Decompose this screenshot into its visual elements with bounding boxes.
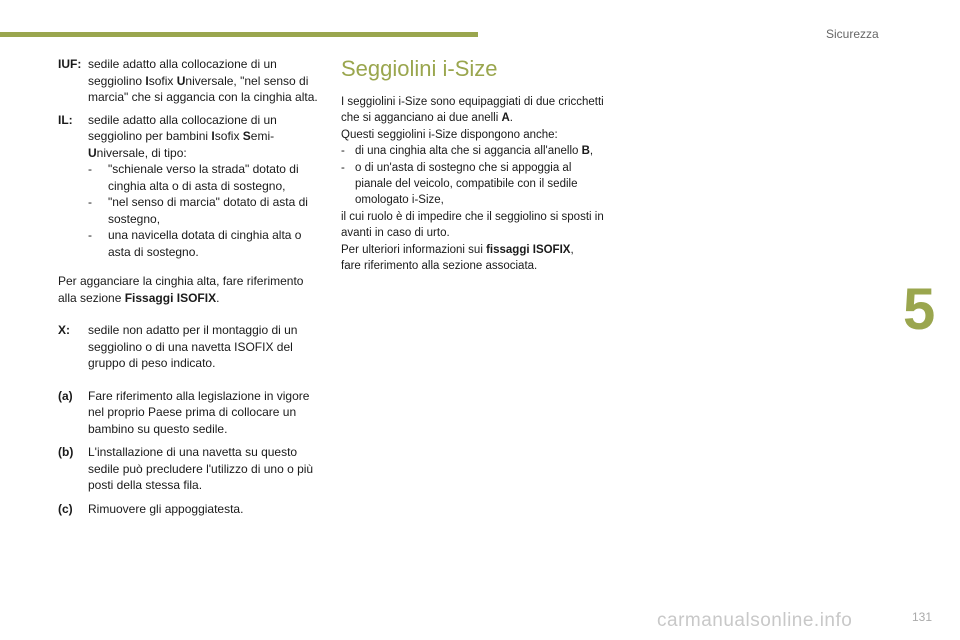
section-heading: Seggiolini i-Size xyxy=(341,56,498,81)
definition-text: sedile non adatto per il montaggio di un seggiolino o di una navetta ISOFIX del gruppo di peso indicato. xyxy=(88,323,298,370)
list-item: - una navicella dotata di cinghia alta o asta di sostegno. xyxy=(88,228,302,259)
paragraph: Per ulteriori informazioni sui fissaggi ISOFIX, xyxy=(341,243,574,256)
definition-x xyxy=(58,322,320,372)
note-a: (a) Fare riferimento alla legislazione in vigore nel proprio Paese prima di collocare un bambino su questo sedile. xyxy=(58,388,310,436)
definition-text: sedile adatto alla collocazione di un seggiolino per bambini Isofix Semi- Universale, di tipo: - "schienale verso la strada" dotato di cinghia alta o di asta di sostegno, - "nel senso di marcia" dotato di asta di sostegno, - una navicella dotata di cinghia alta o asta di sostegno. xyxy=(88,112,320,261)
list-item: - o di un'asta di sostegno che si appoggia al pianale del veicolo, compatibile con il sedile omologato i-Size, xyxy=(341,161,578,207)
paragraph: I seggiolini i-Size sono equipaggiati di due cricchetti che si agganciano ai due anelli A. xyxy=(341,96,604,125)
paragraph: Questi seggiolini i-Size dispongono anche: xyxy=(341,128,558,141)
paragraph-reference: Per agganciare la cinghia alta, fare riferimento alla sezione Fissaggi ISOFIX. xyxy=(58,274,304,305)
right-column xyxy=(341,56,611,274)
paragraph: il cui ruolo è di impedire che il seggiolino si sposti in avanti in caso di urto. xyxy=(341,210,604,240)
note-c: (c) Rimuovere gli appoggiatesta. xyxy=(58,501,244,516)
definition-text: sedile adatto alla collocazione di un seggiolino Isofix Universale, "nel senso di marcia" che si aggancia con la cinghia alta. xyxy=(88,57,318,104)
chapter-number: 5 xyxy=(903,277,936,342)
list-item: - "schienale verso la strada" dotato di cinghia alta o di asta di sostegno, xyxy=(88,162,299,193)
section-title: Sicurezza xyxy=(826,27,879,41)
header-accent-bar xyxy=(0,32,478,37)
definition-iuf xyxy=(58,56,320,106)
list-item: - "nel senso di marcia" dotato di asta di sostegno, xyxy=(88,195,308,226)
watermark: carmanualsonline.info xyxy=(657,610,853,631)
page-number: 131 xyxy=(912,610,933,624)
note-b: (b) L'installazione di una navetta su questo sedile può precludere l'utilizzo di uno o più posti della stessa fila. xyxy=(58,445,314,492)
term-x: X: xyxy=(58,323,70,337)
list-item: - di una cinghia alta che si aggancia all'anello B, xyxy=(341,145,594,158)
term-iuf: IUF: xyxy=(58,57,82,71)
definition-il xyxy=(58,112,320,261)
left-column xyxy=(58,56,320,524)
paragraph: fare riferimento alla sezione associata. xyxy=(341,260,538,273)
term-il: IL: xyxy=(58,112,73,127)
